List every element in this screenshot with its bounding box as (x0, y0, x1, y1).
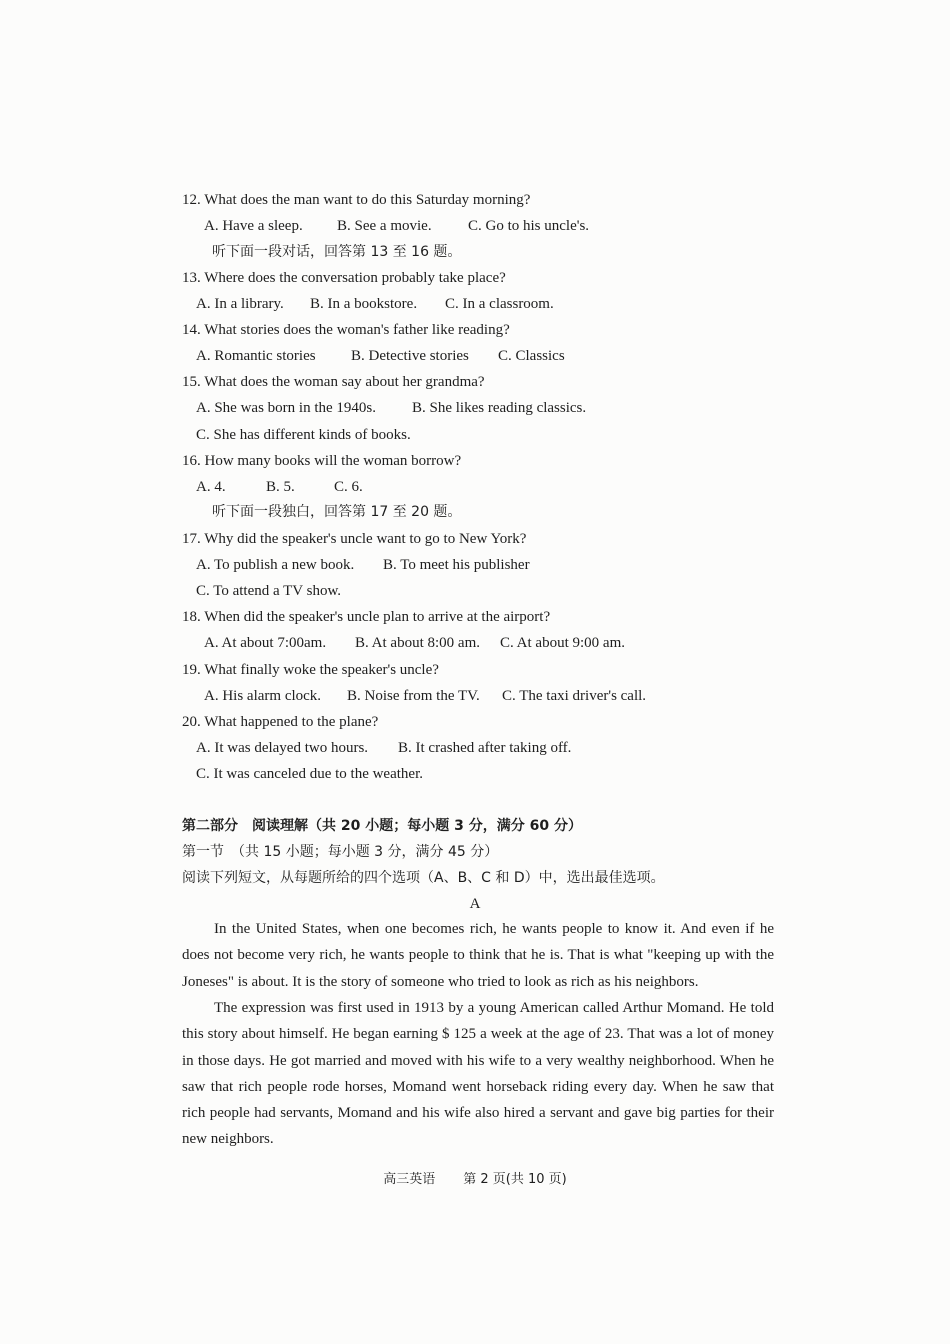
passage-label: A (469, 896, 481, 912)
question-15: 15. What does the woman say about her grandma? (182, 374, 485, 390)
instruction-13-16: 听下面一段对话，回答第 13 至 16 题。 (212, 244, 462, 260)
option-15a: A. She was born in the 1940s. (196, 400, 376, 416)
question-16: 16. How many books will the woman borrow? (182, 453, 462, 469)
question-12: 12. What does the man want to do this Saturday morning? (182, 192, 531, 208)
footer-page-number: 第 2 页(共 10 页) (463, 1172, 567, 1187)
paragraph-2-text: The expression was first used in 1913 by a young American called Arthur Momand. He told this story about himself. He began earning $ 125 a week at the age of 23. That was a lot of money in those days. He got married and moved with his wife to a very wealthy neighborhood. When he saw that rich people rode horses, Momand went horseback riding every day. When he saw that rich people had servants, Momand and his wife also hired a servant and gave big parties for their new neighbors. (182, 1000, 774, 1148)
option-19b: B. Noise from the TV. (347, 688, 480, 704)
part2-heading: 第二部分 阅读理解（共 20 小题；每小题 3 分，满分 60 分） (182, 818, 582, 834)
option-14b: B. Detective stories (351, 348, 469, 364)
passage-paragraph-2 (182, 995, 774, 1153)
option-13a: A. In a library. (196, 296, 284, 312)
option-20b: B. It crashed after taking off. (398, 740, 572, 756)
page-footer (0, 1168, 950, 1187)
option-17a: A. To publish a new book. (196, 557, 355, 573)
option-12c: C. Go to his uncle's. (468, 218, 590, 234)
option-16a: A. 4. (196, 479, 226, 495)
option-20a: A. It was delayed two hours. (196, 740, 369, 756)
option-12b: B. See a movie. (337, 218, 432, 234)
option-17b: B. To meet his publisher (383, 557, 530, 573)
reading-direction: 阅读下列短文，从每题所给的四个选项（A、B、C 和 D）中，选出最佳选项。 (182, 870, 665, 886)
option-15b: B. She likes reading classics. (412, 400, 587, 416)
option-16b: B. 5. (266, 479, 295, 495)
option-18a: A. At about 7:00am. (204, 635, 327, 651)
option-13b: B. In a bookstore. (310, 296, 418, 312)
instruction-17-20: 听下面一段独白，回答第 17 至 20 题。 (212, 504, 462, 520)
option-19c: C. The taxi driver's call. (502, 688, 647, 704)
option-13c: C. In a classroom. (445, 296, 554, 312)
option-18c: C. At about 9:00 am. (500, 635, 625, 651)
question-20: 20. What happened to the plane? (182, 714, 379, 730)
paragraph-1-text: In the United States, when one becomes rich, he wants people to know it. And even if he does not become very rich, he wants people to think that he is. That is what "keeping up with the Joneses" is about. It is the story of someone who tried to look as rich as his neighbors. (182, 921, 774, 990)
question-17: 17. Why did the speaker's uncle want to go to New York? (182, 531, 527, 547)
option-15c: C. She has different kinds of books. (196, 427, 411, 443)
question-13: 13. Where does the conversation probably take place? (182, 270, 506, 286)
passage-paragraph-1 (182, 916, 774, 995)
option-12a: A. Have a sleep. (204, 218, 303, 234)
option-16c: C. 6. (334, 479, 363, 495)
option-20c: C. It was canceled due to the weather. (196, 766, 423, 782)
section1-heading: 第一节 （共 15 小题；每小题 3 分，满分 45 分） (182, 844, 499, 860)
option-18b: B. At about 8:00 am. (355, 635, 480, 651)
option-19a: A. His alarm clock. (204, 688, 322, 704)
footer-subject: 高三英语 (383, 1172, 436, 1187)
question-19: 19. What finally woke the speaker's uncle? (182, 662, 439, 678)
option-17c: C. To attend a TV show. (196, 583, 342, 599)
question-18: 18. When did the speaker's uncle plan to arrive at the airport? (182, 609, 551, 625)
option-14c: C. Classics (498, 348, 565, 364)
question-14: 14. What stories does the woman's father like reading? (182, 322, 510, 338)
option-14a: A. Romantic stories (196, 348, 316, 364)
